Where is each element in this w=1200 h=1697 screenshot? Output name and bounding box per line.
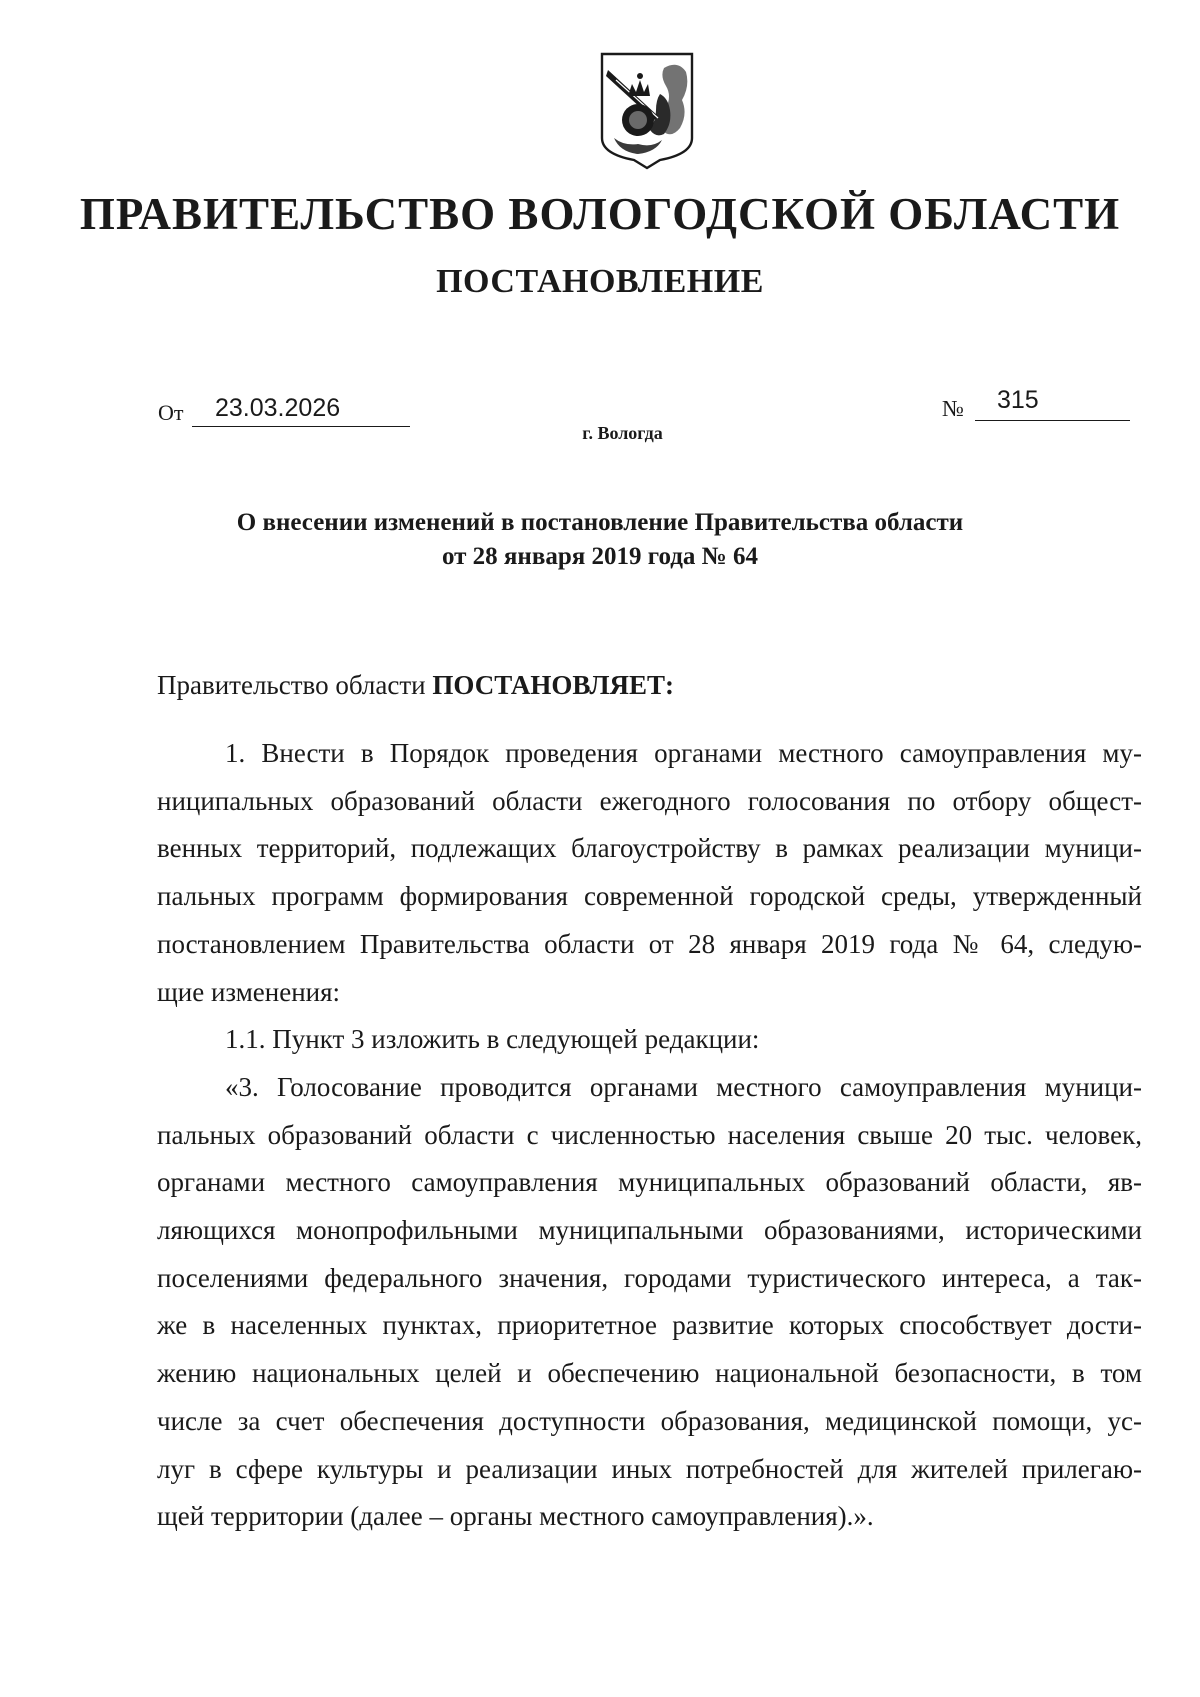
preamble-decree-word: ПОСТАНОВЛЯЕТ: — [432, 670, 674, 700]
text-line: пальных программ формирования современной городской среды, утвержденный — [157, 881, 1142, 912]
city: г. Вологда — [582, 423, 663, 443]
text-line: ляющихся монопрофильными муниципальными образованиями, историческими — [157, 1215, 1142, 1246]
text-line: же в населенных пунктах, приоритетное развитие которых способствует дости- — [157, 1310, 1142, 1341]
text-line: щей территории (далее – органы местного самоуправления).». — [157, 1501, 874, 1532]
text-line: поселениями федерального значения, городами туристического интереса, а так- — [157, 1262, 1142, 1293]
document-body — [157, 730, 1142, 1541]
text-line: органами местного самоуправления муниципальных образований области, яв- — [157, 1167, 1142, 1198]
subject-line-2: от 28 января 2019 года № 64 — [441, 543, 759, 570]
paragraph-1 — [157, 730, 1142, 1016]
subject-line-1: О внесении изменений в постановление Правительства области — [236, 509, 964, 536]
text-line: венных территорий, подлежащих благоустройству в рамках реализации муници- — [157, 833, 1142, 864]
number-prefix: № — [942, 396, 964, 421]
coat-of-arms-icon — [598, 50, 696, 172]
text-line: 1. Внести в Порядок проведения органами местного самоуправления му- — [225, 738, 1142, 768]
preamble — [157, 668, 674, 702]
document-subject — [0, 506, 1200, 574]
document-type: ПОСТАНОВЛЕНИЕ — [436, 263, 764, 300]
document-number: 315 — [997, 386, 1039, 414]
text-line: «3. Голосование проводится органами местного самоуправления муници- — [225, 1071, 1142, 1102]
text-line: постановлением Правительства области от 28 января 2019 года № 64, следую- — [157, 928, 1142, 959]
paragraph-quoted-item-3 — [157, 1064, 1142, 1541]
preamble-text: Правительство области — [157, 670, 433, 700]
date-prefix: От — [158, 400, 184, 425]
text-line: жению национальных целей и обеспечению национальной безопасности, в том — [157, 1358, 1142, 1389]
text-line: 1.1. Пункт 3 изложить в следующей редакции: — [225, 1024, 760, 1055]
text-line: числе за счет обеспечения доступности образования, медицинской помощи, ус- — [157, 1405, 1142, 1436]
text-line: ниципальных образований области ежегодного голосования по отбору общест- — [157, 785, 1142, 816]
text-line: пальных образований области с численностью населения свыше 20 тыс. человек, — [157, 1119, 1142, 1150]
text-line: щие изменения: — [157, 976, 341, 1007]
paragraph-1-1 — [157, 1016, 1142, 1064]
government-title: ПРАВИТЕЛЬСТВО ВОЛОГОДСКОЙ ОБЛАСТИ — [79, 189, 1121, 239]
document-date: 23.03.2026 — [215, 394, 341, 422]
text-line: луг в сфере культуры и реализации иных потребностей для жителей прилегаю- — [157, 1453, 1142, 1484]
